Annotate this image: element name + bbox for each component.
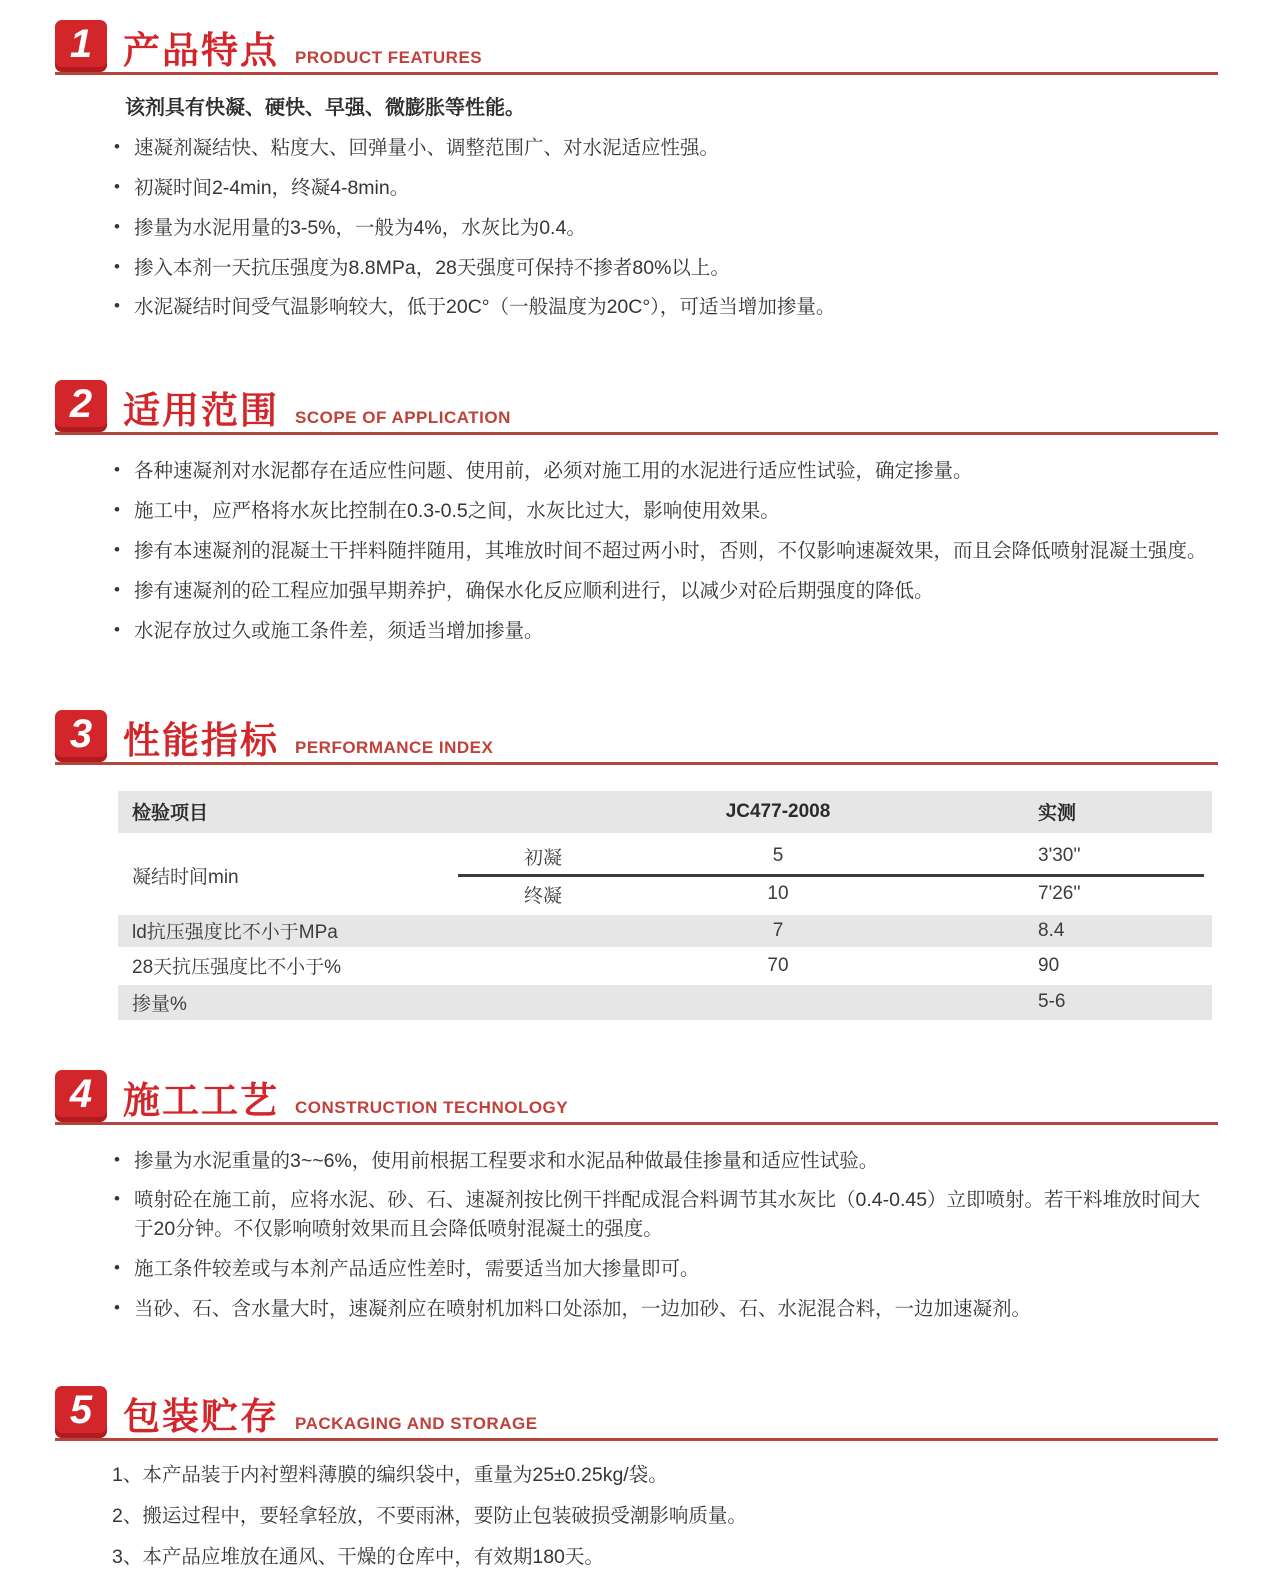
table-cell-jc: 5 xyxy=(772,845,784,867)
bullet-list xyxy=(112,134,1217,322)
table-row xyxy=(458,839,1212,874)
bullet-list xyxy=(112,457,1217,645)
section-number-badge: 4 xyxy=(55,1070,107,1122)
section-packaging-and-storage xyxy=(55,1386,1218,1571)
table-cell-measured: 7'26'' xyxy=(1038,883,1081,905)
section-title-en: PERFORMANCE INDEX xyxy=(295,737,494,757)
table-header-item: 检验项目 xyxy=(132,803,209,825)
table-cell-measured: 5-6 xyxy=(1038,991,1066,1013)
section-intro: 该剂具有快凝、硬快、早强、微膨胀等性能。 xyxy=(125,97,525,119)
table-row xyxy=(118,915,1212,950)
numbered-item: 1、本产品装于内衬塑料薄膜的编织袋中，重量为25±0.25kg/袋。 xyxy=(112,1463,668,1486)
section-header xyxy=(55,1070,1218,1125)
performance-table xyxy=(118,791,1212,1020)
section-number-badge: 5 xyxy=(55,1386,107,1438)
bullet-item: • 掺量为水泥用量的3-5%，一般为4%，水灰比为0.4。 xyxy=(112,214,1217,243)
bullet-item: • 掺量为水泥重量的3~~6%，使用前根据工程要求和水泥品种做最佳掺量和适应性试验。 xyxy=(112,1147,1217,1176)
section-construction-technology xyxy=(55,1070,1218,1324)
section-header xyxy=(55,710,1218,765)
bullet-item: • 水泥凝结时间受气温影响较大，低于20C°（一般温度为20C°），可适当增加掺量。 xyxy=(112,293,1217,322)
numbered-item: 2、搬运过程中，要轻拿轻放，不要雨淋，要防止包装破损受潮影响质量。 xyxy=(112,1504,747,1527)
section-title-zh: 适用范围 xyxy=(123,390,279,432)
table-cell-sub: 终凝 xyxy=(523,885,562,907)
table-row xyxy=(458,877,1212,912)
table-group-setting-time xyxy=(118,839,1212,915)
section-number-badge: 3 xyxy=(55,710,107,762)
bullet-item: • 速凝剂凝结快、粘度大、回弹量小、调整范围广、对水泥适应性强。 xyxy=(112,134,1217,163)
table-cell-measured: 90 xyxy=(1038,954,1060,976)
bullet-item: • 掺入本剂一天抗压强度为8.8MPa，28天强度可保持不掺者80%以上。 xyxy=(112,254,1217,283)
table-cell-jc: 7 xyxy=(772,919,784,941)
bullet-item: • 水泥存放过久或施工条件差，须适当增加掺量。 xyxy=(112,617,1217,646)
table-cell-measured: 3'30'' xyxy=(1038,845,1081,867)
table-cell-item: 掺量% xyxy=(132,993,187,1015)
section-title-zh: 产品特点 xyxy=(123,30,279,71)
section-header xyxy=(55,380,1218,435)
table-row xyxy=(118,950,1212,985)
bullet-item: • 各种速凝剂对水泥都存在适应性问题、使用前，必须对施工用的水泥进行适应性试验，确定掺量。 xyxy=(112,457,1217,486)
table-cell-sub: 初凝 xyxy=(523,847,562,869)
bullet-item: • 掺有速凝剂的砼工程应加强早期养护，确保水化反应顺利进行，以减少对砼后期强度的降低。 xyxy=(112,577,1217,606)
section-title-en: PACKAGING AND STORAGE xyxy=(295,1413,538,1433)
section-title-en: SCOPE OF APPLICATION xyxy=(295,408,511,428)
section-number-badge: 2 xyxy=(55,380,107,432)
section-title-zh: 施工工艺 xyxy=(123,1079,279,1121)
section-scope-of-application xyxy=(55,380,1218,645)
bullet-item: • 施工条件较差或与本剂产品适应性差时，需要适当加大掺量即可。 xyxy=(112,1255,1217,1284)
table-cell-jc: 70 xyxy=(767,954,789,976)
section-title-zh: 包装贮存 xyxy=(123,1395,279,1437)
bullet-item: • 施工中，应严格将水灰比控制在0.3-0.5之间，水灰比过大，影响使用效果。 xyxy=(112,497,1217,526)
section-title-en: CONSTRUCTION TECHNOLOGY xyxy=(295,1097,569,1117)
bullet-item: • 当砂、石、含水量大时，速凝剂应在喷射机加料口处添加，一边加砂、石、水泥混合料，一边加速凝剂。 xyxy=(112,1295,1217,1324)
table-row xyxy=(118,985,1212,1020)
numbered-item: 3、本产品应堆放在通风、干燥的仓库中，有效期180天。 xyxy=(112,1545,604,1568)
table-cell-item: 28天抗压强度比不小于% xyxy=(132,957,342,979)
section-header xyxy=(55,20,1218,75)
table-cell-jc: 10 xyxy=(767,883,789,905)
section-product-features xyxy=(55,20,1218,322)
section-title-en: PRODUCT FEATURES xyxy=(295,48,483,67)
table-header-row xyxy=(118,791,1212,833)
section-performance-index xyxy=(55,710,1218,1020)
section-number-badge: 1 xyxy=(55,20,107,72)
bullet-item: • 初凝时间2-4min，终凝4-8min。 xyxy=(112,174,1217,203)
table-header-jc: JC477-2008 xyxy=(725,800,831,822)
bullet-item: • 掺有本速凝剂的混凝土干拌料随拌随用，其堆放时间不超过两小时，否则，不仅影响速凝效果，而且会降低喷射混凝土强度。 xyxy=(112,537,1217,566)
bullet-item: • 喷射砼在施工前，应将水泥、砂、石、速凝剂按比例干拌配成混合料调节其水灰比（0.4-0.45）立即喷射。若干料堆放时间大于20分钟。不仅影响喷射效果而且会降低喷射混凝土的强度。 xyxy=(112,1186,1217,1244)
table-cell-item: ld抗压强度比不小于MPa xyxy=(132,922,338,944)
numbered-list xyxy=(112,1461,1217,1571)
table-cell-measured: 8.4 xyxy=(1038,919,1065,941)
section-header xyxy=(55,1386,1218,1441)
table-header-measured: 实测 xyxy=(1038,803,1077,825)
bullet-list xyxy=(112,1147,1217,1324)
table-cell-group-label: 凝结时间min xyxy=(132,866,239,888)
section-title-zh: 性能指标 xyxy=(123,719,279,761)
table-group-rows xyxy=(458,839,1212,912)
